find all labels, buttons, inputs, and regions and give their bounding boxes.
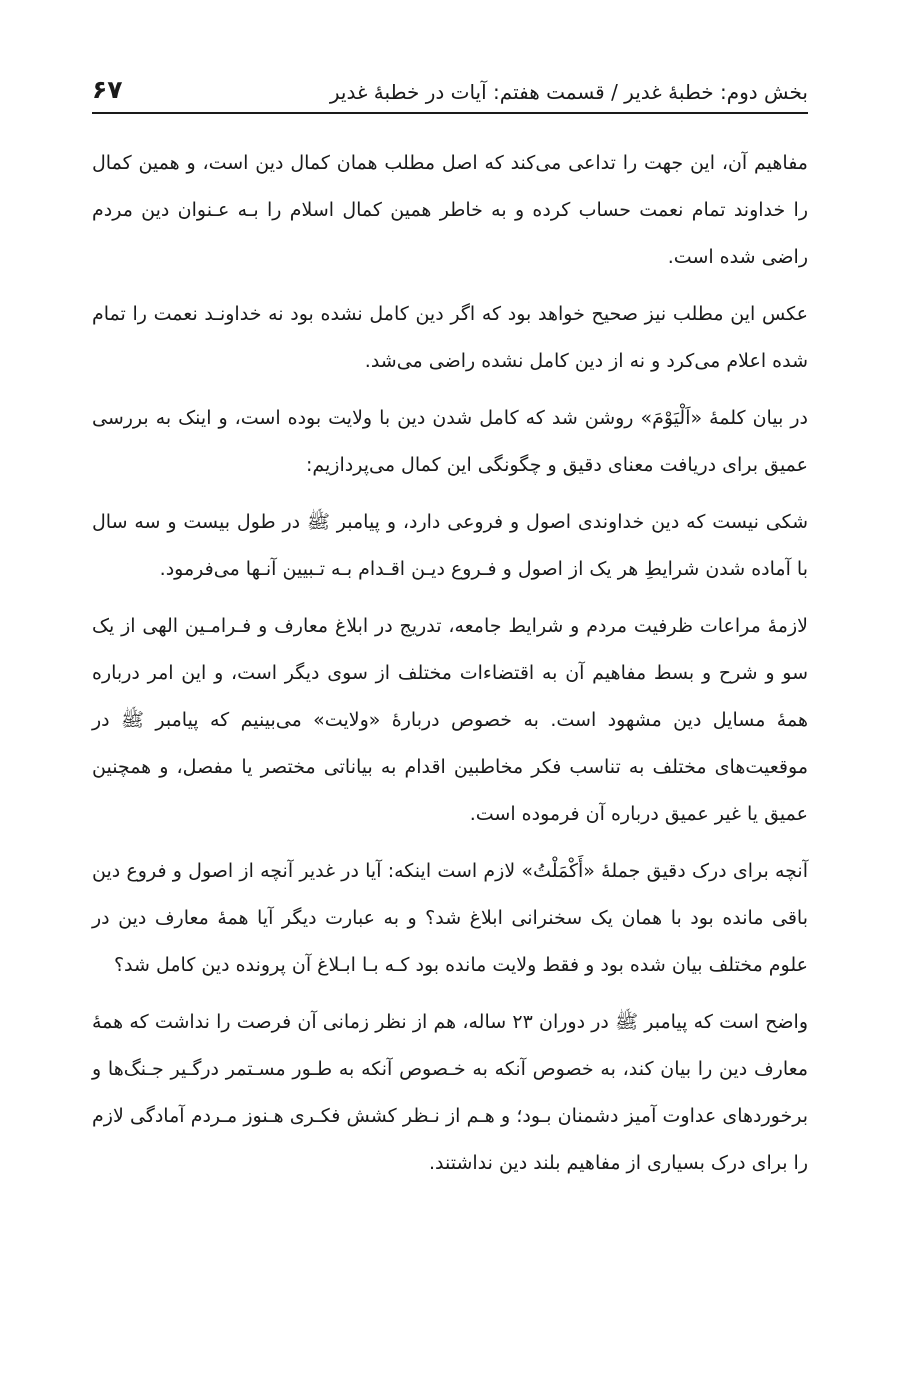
paragraph-2: عکس این مطلب نیز صحیح خواهد بود که اگر دین کامل نشده بود نه خداونـد نعمت را تمام شده اعلام می‌کرد و نه از دین کامل نشده راضی می‌شد. (92, 303, 808, 372)
paragraph-6: آنچه برای درک دقیق جملهٔ «أَکْمَلْتُ» لازم است اینکه: آیا در غدیر آنچه از اصول و فروع دین باقی مانده بود با همان یک سخنرانی ابلاغ شد؟ و به عبارت دیگر آیا همهٔ معارف دین در علوم مختلف بیان شده بود و فقط ولایت مانده بود کـه بـا ابـلاغ آن پرونده دین کامل شد؟ (92, 860, 808, 976)
paragraph-1: مفاهیم آن، این جهت را تداعی می‌کند که اصل مطلب همان کمال دین است، و همین کمال را خداوند تمام نعمت حساب کرده و به خاطر همین کمال اسلام را بـه عـنوان دین مردم راضی شده است. (92, 152, 808, 268)
page-body (92, 140, 808, 1197)
paragraph-5: لازمهٔ مراعات ظرفیت مردم و شرایط جامعه، تدریج در ابلاغ معارف و فـرامـین الهی از یک سو و شرح و بسط مفاهیم آن به اقتضاءات مختلف از سوی دیگر است، و این امر درباره همهٔ مسایل دین مشهود است. به خصوص دربارهٔ «ولایت» می‌بینیم که پیامبر ﷺ در موقعیت‌های مختلف به تناسب فکر مخاطبین اقدام به بیاناتی مختصر یا مفصل، و همچنین عمیق یا غیر عمیق درباره آن فرموده است. (92, 615, 808, 825)
paragraph-3: در بیان کلمهٔ «اَلْیَوْمَ» روشن شد که کامل شدن دین با ولایت بوده است، و اینک به بررسی عمیق برای دریافت معنای دقیق و چگونگی این کمال می‌پردازیم: (92, 407, 808, 476)
running-header (92, 62, 808, 114)
paragraph-7: واضح است که پیامبر ﷺ در دوران ۲۳ ساله، هم از نظر زمانی آن فرصت را نداشت که همهٔ معارف دین را بیان کند، به خصوص آنکه به خـصوص آنکه به طـور مسـتمر درگـیر جـنگ‌ها و برخوردهای عداوت آمیز دشمنان بـود؛ و هـم از نـظر کشش فکـری هـنوز مـردم آمادگی لازم را برای درک بسیاری از مفاهیم بلند دین نداشتند. (92, 1011, 808, 1174)
running-header-title: بخش دوم: خطبهٔ غدیر / قسمت هفتم: آیات در خطبهٔ غدیر (329, 80, 808, 104)
paragraph-4: شکی نیست که دین خداوندی اصول و فروعی دارد، و پیامبر ﷺ در طول بیست و سه سال با آماده شدن شرایطِ هر یک از اصول و فـروع دیـن اقـدام بـه تـبیین آنـها می‌فرمود. (92, 511, 808, 580)
page-number: ۶۷ (92, 75, 123, 104)
